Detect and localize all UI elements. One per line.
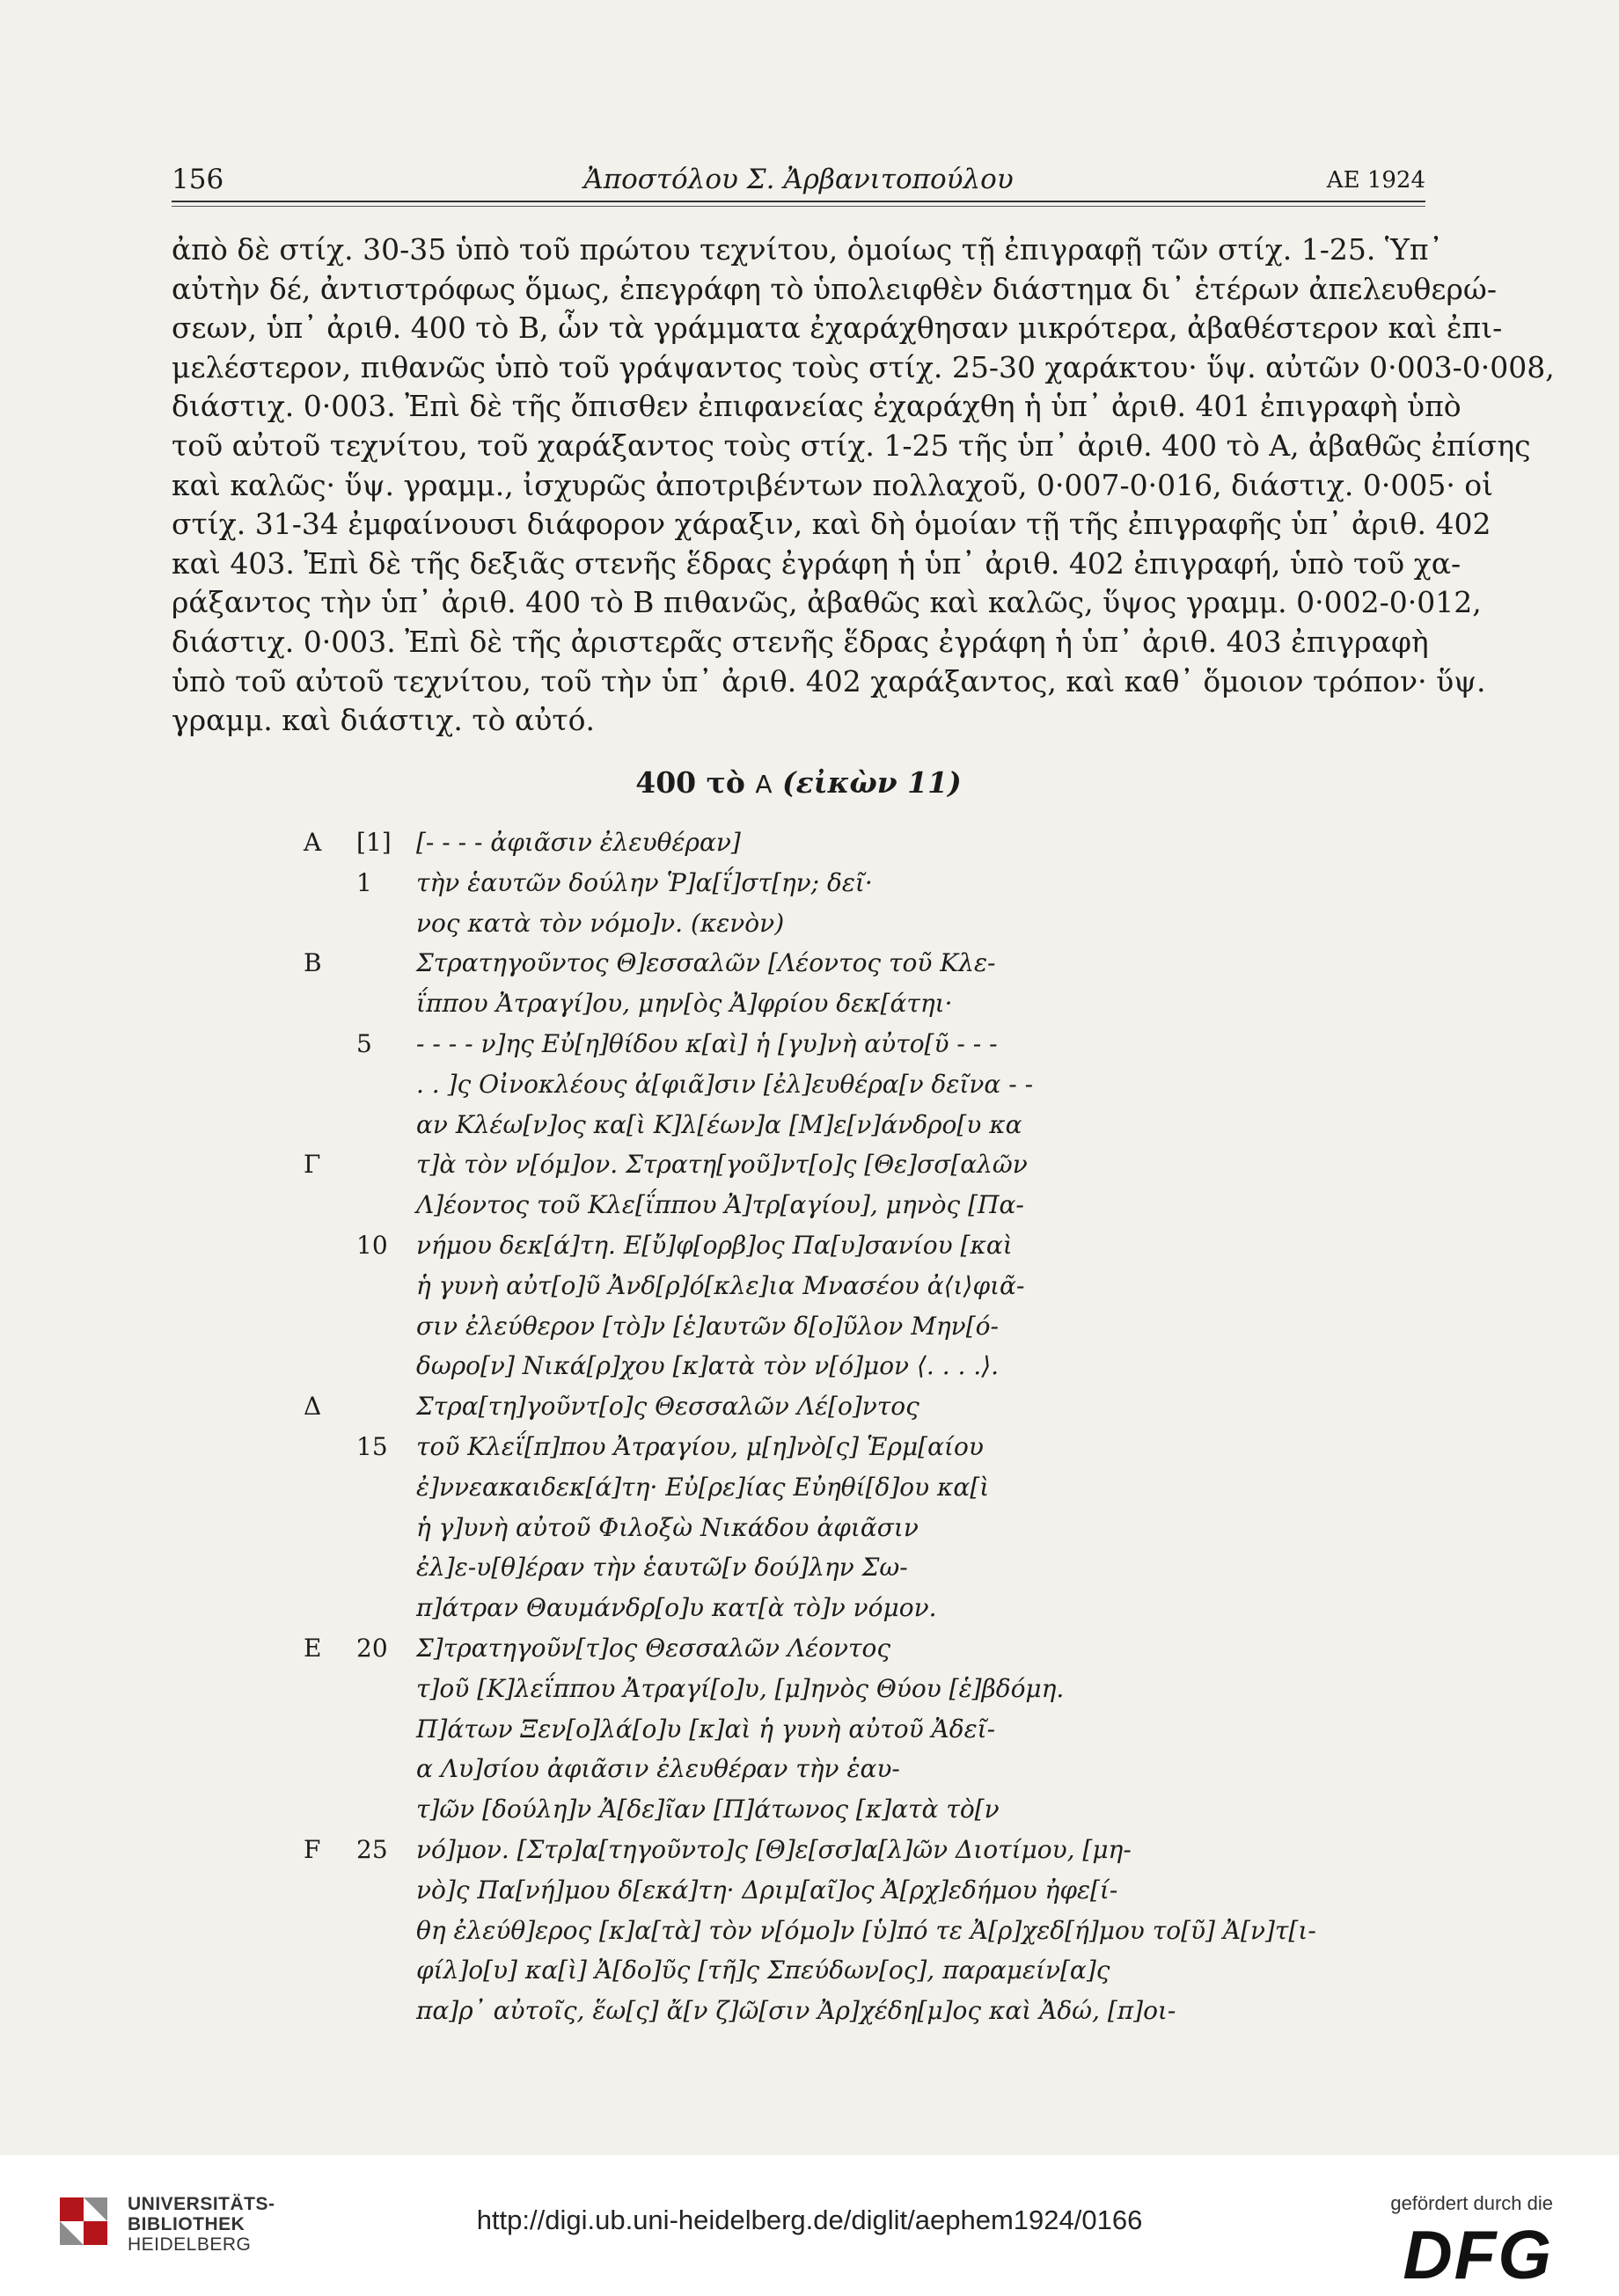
- inscription-line-text: νὸ]ς Πα[νή]μου δ[εκά]τη· Δριμ[αῖ]ος Ἀ[ρχ]εδήμου ἠφε[ί-: [416, 1875, 1118, 1905]
- section-letter: Β: [304, 948, 322, 978]
- inscription-line: [304, 1588, 1271, 1628]
- funding-label: gefördert durch die: [1390, 2192, 1553, 2214]
- inscription-line: [304, 1870, 1271, 1911]
- permalink-url[interactable]: http://digi.ub.uni-heidelberg.de/diglit/aephem1924/0166: [476, 2205, 1143, 2235]
- inscription-line: [304, 823, 1271, 863]
- inscription-line-text: δωρο[ν] Νικά[ρ]χου [κ]ατὰ τὸν ν[ό]μον ⟨. . . .⟩.: [416, 1351, 1000, 1381]
- body-line: ἀπὸ δὲ στίχ. 30-35 ὑπὸ τοῦ πρώτου τεχνίτου, ὁμοίως τῇ ἐπιγραφῇ τῶν στίχ. 1-25. Ὑπ᾽: [172, 232, 1444, 267]
- inscription-line: [304, 1225, 1271, 1266]
- inscription-line: [304, 943, 1271, 983]
- inscription-line-text: π]άτραν Θαυμάνδρ[ο]υ κατ[ὰ τὸ]ν νόμον.: [416, 1593, 937, 1623]
- inscription-line: [304, 1991, 1271, 2031]
- inscription-line-text: νό]μον. [Στρ]α[τηγοῦντο]ς [Θ]ε[σσ]α[λ]ῶν Διοτίμου, [μη-: [416, 1834, 1132, 1864]
- dfg-logo: DFG: [1403, 2216, 1553, 2293]
- line-number: 5: [356, 1028, 372, 1058]
- inscription-line: [304, 1628, 1271, 1669]
- inscription-line-text: τοῦ Κλεΐ[π]που Ἀτραγίου, μ[η]νὸ[ς] Ἑρμ[αίου: [416, 1431, 984, 1461]
- body-line: ὑπὸ τοῦ αὐτοῦ τεχνίτου, τοῦ τὴν ὑπ᾽ ἀριθ. 402 χαράξαντος, καὶ καθ᾽ ὅμοιον τρόπον· ὕψ.: [172, 663, 1486, 698]
- line-number: 10: [356, 1230, 388, 1260]
- inscription-line-text: - - - - ν]ης Εὐ[η]θίδου κ[αὶ] ἡ [γυ]νὴ αὐτο[ῦ - - -: [416, 1028, 998, 1058]
- section-letter: F: [304, 1834, 321, 1864]
- inscription-line-text: Στρα[τη]γοῦντ[ο]ς Θεσσαλῶν Λέ[ο]ντος: [416, 1392, 919, 1422]
- line-number: [1]: [356, 828, 392, 857]
- body-line: αὐτὴν δέ, ἀντιστρόφως ὅμως, ἐπεγράφη τὸ ὑπολειφθὲν διάστημα δι᾽ ἑτέρων ἀπελευθερώ-: [172, 271, 1497, 306]
- line-number: 15: [356, 1431, 388, 1461]
- inscription-line: [304, 1749, 1271, 1789]
- inscription-line: [304, 1105, 1271, 1145]
- inscription-line-text: . . ]ς Οἰνοκλέους ἀ[φιᾶ]σιν [ἐλ]ευθέρα[ν δεῖνα - -: [416, 1069, 1034, 1099]
- inscription-line-text: τὴν ἑαυτῶν δούλην Ῥ]α[ΐ]στ[ην; δεῖ·: [416, 867, 873, 897]
- body-line: διάστιχ. 0·003. Ἐπὶ δὲ τῆς ἀριστερᾶς στενῆς ἕδρας ἐγράφη ἡ ὑπ᾽ ἀριθ. 403 ἐπιγραφὴ: [172, 624, 1429, 659]
- inscription-line: [304, 1789, 1271, 1830]
- header-rule-thin: [172, 206, 1425, 207]
- body-line: καὶ καλῶς· ὕψ. γραμμ., ἰσχυρῶς ἀποτριβέντων πολλαχοῦ, 0·007-0·016, διάστιχ. 0·005· οἱ: [172, 467, 1494, 502]
- inscription-line-text: πα]ρ᾽ αὐτοῖς, ἕω[ς] ἄ[ν ζ]ῶ[σιν Ἀρ]χέδη[μ]ος καὶ Ἀδώ, [π]οι-: [416, 1996, 1176, 2026]
- inscription-line: [304, 1467, 1271, 1508]
- commentary-paragraph: [172, 230, 1555, 741]
- university-library-name: UNIVERSITÄTS- BIBLIOTHEK HEIDELBERG: [128, 2194, 275, 2255]
- inscription-line-text: ἐ]ννεακαιδεκ[ά]τη· Εὐ[ρε]ίας Εὐηθί[δ]ου κα[ὶ: [416, 1472, 990, 1502]
- inscription-line-text: Π]άτων Ξεν[ο]λά[ο]υ [κ]αὶ ἡ γυνὴ αὐτοῦ Ἀδεῖ-: [416, 1714, 996, 1744]
- inscription-line: [304, 1024, 1271, 1064]
- body-line: τοῦ αὐτοῦ τεχνίτου, τοῦ χαράξαντος τοὺς στίχ. 1-25 τῆς ὑπ᾽ ἀριθ. 400 τὸ Α, ἀβαθῶς ἐπίσης: [172, 428, 1531, 463]
- inscription-line-text: Στρατηγοῦντος Θ]εσσαλῶν [Λέοντος τοῦ Κλε-: [416, 948, 996, 978]
- inscription-side-letter: Α: [755, 770, 773, 799]
- section-letter: Γ: [304, 1150, 321, 1180]
- inscription-line: [304, 903, 1271, 944]
- inscription-line-text: Σ]τρατηγοῦν[τ]ος Θεσσαλῶν Λέοντος: [416, 1633, 891, 1663]
- inscription-line-text: ἡ γυνὴ αὐτ[ο]ῦ Ἀνδ[ρ]ό[κλε]ια Μνασέου ἀ⟨ι⟩φιᾶ-: [416, 1270, 1025, 1300]
- inscription-line: [304, 1911, 1316, 1951]
- inscription-number: 400 τὸ: [635, 765, 745, 800]
- journal-tag: ΑΕ 1924: [1326, 167, 1425, 194]
- inscription-line-text: α Λυ]σίου ἀφιᾶσιν ἐλευθέραν τὴν ἑαυ-: [416, 1754, 900, 1784]
- inscription-line: [304, 1346, 1271, 1386]
- inscription-line-text: [- - - - ἀφιᾶσιν ἐλευθέραν]: [416, 828, 741, 857]
- page-number: 156: [172, 164, 224, 195]
- inscription-line-text: τ]οῦ [Κ]λεΐππου Ἀτραγί[ο]υ, [μ]ηνὸς Θύου [ἑ]βδόμη.: [416, 1673, 1065, 1703]
- footer: [0, 2155, 1619, 2296]
- inscription-line-text: τ]ὰ τὸν ν[όμ]ον. Στρατη[γοῦ]ντ[ο]ς [Θε]σσ[αλῶν: [416, 1150, 1028, 1180]
- line-number: 25: [356, 1834, 388, 1864]
- header-rule: [172, 201, 1425, 202]
- inscription-line-text: ΐππου Ἀτραγί]ου, μην[ὸς Ἀ]φρίου δεκ[άτηι·: [416, 989, 953, 1019]
- inscription-line: [304, 1266, 1271, 1306]
- inscription-line: [304, 1427, 1271, 1467]
- inscription-line-text: τ]ῶν [δούλη]ν Ἀ[δε]ῖαν [Π]άτωνος [κ]ατὰ τὸ[ν: [416, 1795, 1000, 1824]
- inscription-line: [304, 1669, 1271, 1709]
- inscription-line-text: ἡ γ]υνὴ αὐτοῦ Φιλοξὼ Νικάδου ἀφιᾶσιν: [416, 1512, 919, 1542]
- inscription-line-text: φίλ]ο[υ] κα[ὶ] Ἀ[δο]ῦς [τῆ]ς Σπεύδων[ος], παραμείν[α]ς: [416, 1956, 1110, 1985]
- body-line: μελέστερον, πιθανῶς ὑπὸ τοῦ γράψαντος τοὺς στίχ. 25-30 χαράκτου· ὕψ. αὐτῶν 0·003-0·008,: [172, 349, 1555, 384]
- section-letter: Α: [304, 828, 322, 857]
- inscription-text: [304, 823, 1316, 2031]
- body-line: στίχ. 31-34 ἐμφαίνουσι διάφορον χάραξιν, καὶ δὴ ὁμοίαν τῇ τῆς ἐπιγραφῆς ὑπ᾽ ἀριθ. 402: [172, 507, 1491, 542]
- inscription-line: [304, 1508, 1271, 1548]
- inscription-line: [304, 983, 1271, 1024]
- body-line: διάστιχ. 0·003. Ἐπὶ δὲ τῆς ὄπισθεν ἐπιφανείας ἐχαράχθη ἡ ὑπ᾽ ἀριθ. 401 ἐπιγραφὴ ὑπὸ: [172, 389, 1461, 424]
- inscription-line-text: σιν ἐλεύθερον [τὸ]ν [ἑ]αυτῶν δ[ο]ῦλον Μην[ό-: [416, 1311, 999, 1341]
- body-line: γραμμ. καὶ διάστιχ. τὸ αὐτό.: [172, 703, 595, 738]
- inscription-line-text: Λ]έοντος τοῦ Κλε[ΐππου Ἀ]τρ[αγίου], μηνὸς [Πα-: [416, 1190, 1024, 1220]
- section-letter: Ε: [304, 1633, 322, 1663]
- inscription-heading: [172, 765, 1425, 800]
- inscription-line: [304, 1064, 1271, 1105]
- body-line: σεων, ὑπ᾽ ἀριθ. 400 τὸ Β, ὧν τὰ γράμματα ἐχαράχθησαν μικρότερα, ἀβαθέστερον καὶ ἐπι-: [172, 311, 1503, 346]
- section-letter: Δ: [304, 1392, 322, 1422]
- inscription-line: [304, 1144, 1271, 1185]
- inscription-line-text: νος κατὰ τὸν νόμο]ν. (κενὸν): [416, 908, 785, 938]
- inscription-line: [304, 1950, 1271, 1991]
- line-number: 20: [356, 1633, 388, 1663]
- inscription-line: [304, 1830, 1271, 1870]
- line-number: 1: [356, 867, 372, 897]
- figure-caption: (εἰκὼν 11): [782, 765, 962, 800]
- body-line: ράξαντος τὴν ὑπ᾽ ἀριθ. 400 τὸ Β πιθανῶς, ἀβαθῶς καὶ καλῶς, ὕψος γραμμ. 0·002-0·012,: [172, 585, 1482, 620]
- inscription-line-text: θη ἐλεύθ]ερος [κ]α[τὰ] τὸν ν[όμο]ν [ὑ]πό τε Ἀ[ρ]χεδ[ή]μου το[ῦ] Ἀ[ν]τ[ι-: [416, 1915, 1316, 1945]
- inscription-line: [304, 1185, 1271, 1225]
- running-header: [172, 158, 1425, 201]
- inscription-line: [304, 1709, 1271, 1750]
- inscription-line: [304, 1306, 1271, 1347]
- inscription-line-text: νήμου δεκ[ά]τη. Ε[ὔ]φ[ορβ]ος Πα[υ]σανίου [καὶ: [416, 1230, 1013, 1260]
- inscription-line: [304, 863, 1271, 903]
- inscription-line-text: αν Κλέω[ν]ος κα[ὶ Κ]λ[έων]α [Μ]ε[ν]άνδρο[υ κα: [416, 1109, 1022, 1139]
- running-author: Ἀποστόλου Σ. Ἀρβανιτοπούλου: [583, 164, 1014, 195]
- inscription-line: [304, 1547, 1271, 1588]
- inscription-line: [304, 1386, 1271, 1427]
- inscription-line-text: ἐλ]ε-υ[θ]έραν τὴν ἑαυτῶ[ν δού]λην Σω-: [416, 1553, 908, 1583]
- body-line: καὶ 403. Ἐπὶ δὲ τῆς δεξιᾶς στενῆς ἕδρας ἐγράφη ἡ ὑπ᾽ ἀριθ. 402 ἐπιγραφή, ὑπὸ τοῦ χα-: [172, 545, 1461, 581]
